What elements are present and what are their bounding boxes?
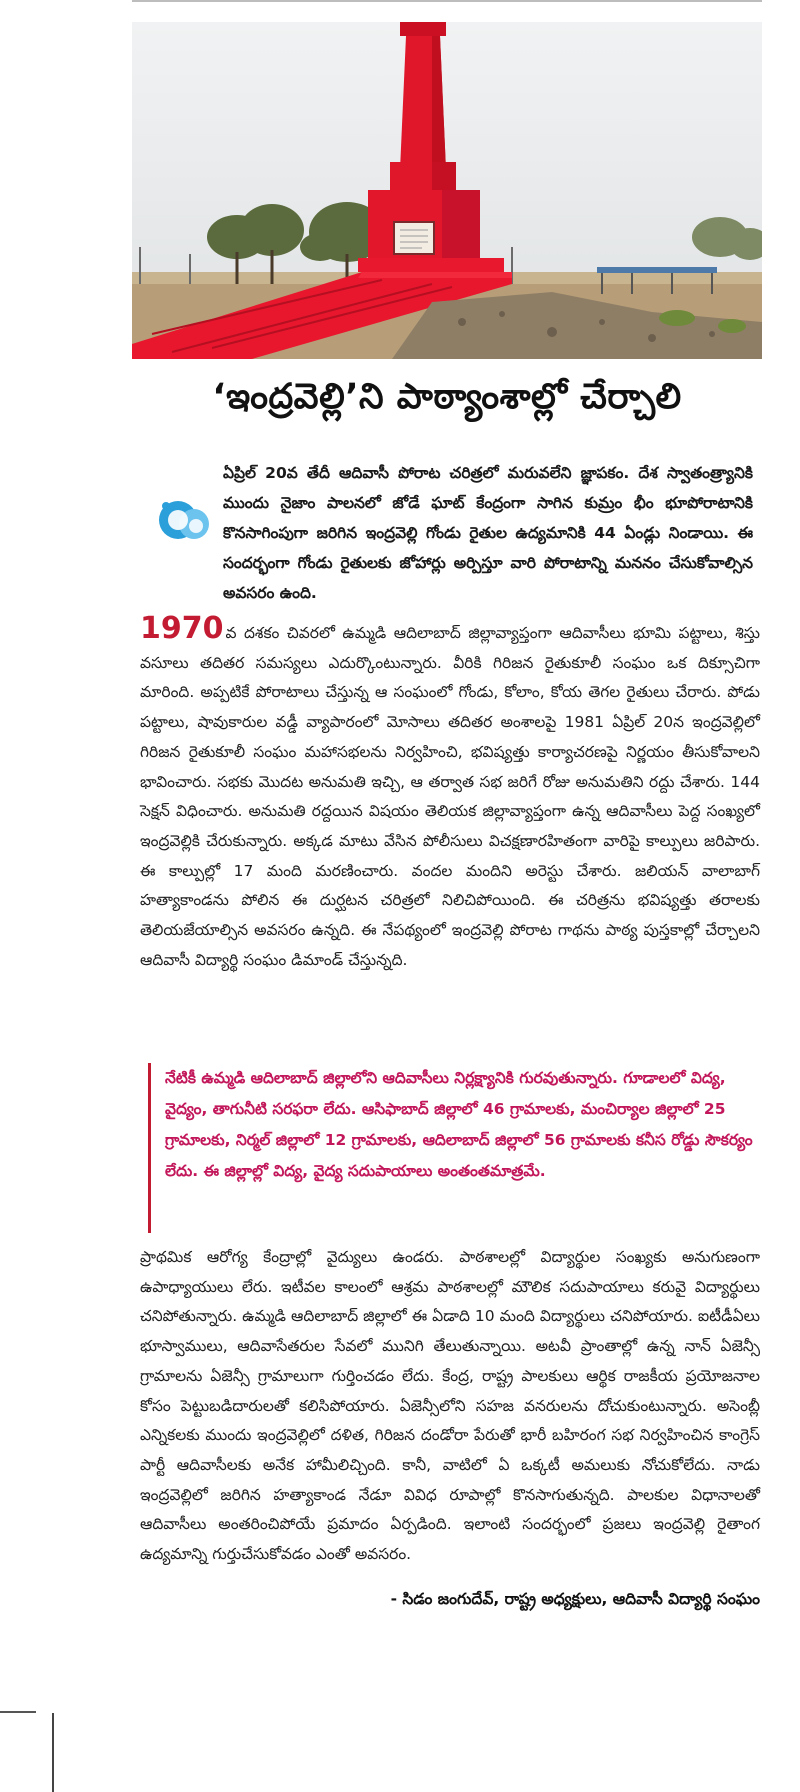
body-paragraph-1 [140, 611, 760, 975]
body-paragraph-1-text: వ దశకం చివరలో ఉమ్మడి ఆదిలాబాద్ జిల్లావ్యాప్తంగా ఆదివాసీలు భూమి పట్టాలు, శిస్తు వసూలు తదితర సమస్యలు ఎదుర్కొంటున్నారు. వీరికి గిరిజన రైతుకూలీ సంఘం ఒక దిక్సూచిగా మారింది. అప్పటికే పోరాటాలు చేస్తున్న ఆ సంఘంలో గోండు, కోలాం, కోయ తెగల రైతులు చేరారు. పోడు పట్టాలు, షావుకారుల వడ్డీ వ్యాపారంలో మోసాలు తదితర అంశాలపై 1981 ఏప్రిల్ 20న ఇంద్రవెల్లిలో గిరిజన రైతుకూలీ సంఘం మహాసభలను నిర్వహించి, భవిష్యత్తు కార్యాచరణపై నిర్ణయం తీసుకోవాలని భావించారు. సభకు మొదట అనుమతి ఇచ్చి, ఆ తర్వాత సభ జరిగే రోజు అనుమతిని రద్దు చేశారు. 144 సెక్షన్ విధించారు. అనుమతి రద్దయిన విషయం తెలియక జిల్లావ్యాప్తంగా ఉన్న ఆదివాసీలు పెద్ద సంఖ్యలో ఇంద్రవెల్లికి చేరుకున్నారు. అక్కడ మాటు వేసిన పోలీసులు విచక్షణారహితంగా వారిపై కాల్పులు జరిపారు. ఈ కాల్పుల్లో 17 మంది మరణించారు. వందల మందిని అరెస్టు చేశారు. జలియన్ వాలాబాగ్ హత్యాకాండను పోలిన ఈ దుర్ఘటన చరిత్రలో నిలిచిపోయింది. ఈ చరిత్రను భవిష్యత్తు తరాలకు తెలియజేయాల్సిన అవసరం ఉన్నది. ఈ నేపథ్యంలో ఇంద్రవెల్లి పోరాట గాథను పాఠ్య పుస్తకాల్లో చేర్చాలని ఆదివాసీ విద్యార్థి సంఘం డిమాండ్ చేస్తున్నది. [140, 624, 760, 969]
body-paragraph-2: ప్రాథమిక ఆరోగ్య కేంద్రాల్లో వైద్యులు ఉండరు. పాఠశాలల్లో విద్యార్థుల సంఖ్యకు అనుగుణంగా ఉపాధ్యాయులు లేరు. ఇటీవల కాలంలో ఆశ్రమ పాఠశాలల్లో మౌలిక సదుపాయాలు కరువై విద్యార్థులు చనిపోతున్నారు. ఉమ్మడి ఆదిలాబాద్ జిల్లాలో ఈ ఏడాది 10 మంది విద్యార్థులు చనిపోయారు. ఐటీడీఏలు భూస్వాములు, ఆదివాసేతరుల సేవలో మునిగి తేలుతున్నాయి. అటవీ ప్రాంతాల్లో ఉన్న నాన్ ఏజెన్సీ గ్రామాలను ఏజెన్సీ గ్రామాలుగా గుర్తించడం లేదు. కేంద్ర, రాష్ట్ర పాలకులు ఆర్థిక రాజకీయ ప్రయోజనాల కోసం పెట్టుబడిదారులతో కలిసిపోయారు. ఏజెన్సీలోని సహజ వనరులను దోచుకుంటున్నారు. అసెంబ్లీ ఎన్నికలకు ముందు ఇంద్రవెల్లిలో దళిత, గిరిజన దండోరా పేరుతో భారీ బహిరంగ సభ నిర్వహించిన కాంగ్రెస్ పార్టీ ఆదివాసీలకు అనేక హామీలిచ్చింది. కానీ, వాటిలో ఏ ఒక్కటీ అమలుకు నోచుకోలేదు. నాడు ఇంద్రవెల్లిలో జరిగిన హత్యాకాండ నేడూ వివిధ రూపాల్లో కొనసాగుతున్నది. పాలకుల విధానాలతో ఆదివాసీలు అంతరించిపోయే ప్రమాదం ఏర్పడింది. ఇలాంటి సందర్భంలో ప్రజలు ఇంద్రవెల్లి రైతాంగ ఉద్యమాన్ని గుర్తుచేసుకోవడం ఎంతో అవసరం. [140, 1248, 760, 1564]
bubble-icon [158, 494, 214, 550]
dropcap-year: 1970 [140, 611, 224, 646]
pull-quote-text: నేటికీ ఉమ్మడి ఆదిలాబాద్ జిల్లాలోని ఆదివాసీలు నిర్లక్ష్యానికి గురవుతున్నారు. గూడాలలో విద్య, వైద్యం, తాగునీటి సరఫరా లేదు. ఆసిఫాబాద్ జిల్లాలో 46 గ్రామాలకు, మంచిర్యాల జిల్లాలో 25 గ్రామాలకు, నిర్మల్ జిల్లాలో 12 గ్రామాలకు, ఆదిలాబాద్ జిల్లాలో 56 గ్రామాలకు కనీస రోడ్డు సౌకర్యం లేదు. ఈ జిల్లాల్లో విద్య, వైద్య సదుపాయాలు అంతంతమాత్రమే. [165, 1069, 753, 1180]
page-corner-rule-vertical [52, 1713, 54, 1792]
intro-paragraph: ఏప్రిల్ 20వ తేదీ ఆదివాసీ పోరాట చరిత్రలో మరువలేని జ్ఞాపకం. దేశ స్వాతంత్ర్యానికి ముందు నైజాం పాలనలో జోడే ఘాట్ కేంద్రంగా సాగిన కుమ్రం భీం భూపోరాటానికి కొనసాగింపుగా జరిగిన ఇంద్రవెల్లి గోండు రైతుల ఉద్యమానికి 44 ఏండ్లు నిండాయి. ఈ సందర్భంగా గోండు రైతులకు జోహార్లు అర్పిస్తూ వారి పోరాటాన్ని మననం చేసుకోవాల్సిన అవసరం ఉంది. [223, 464, 753, 602]
top-rule [132, 0, 762, 2]
byline: - సిడం జంగుదేవ్, రాష్ట్ర అధ్యక్షులు, ఆదివాసీ విద్యార్థి సంఘం [390, 1590, 760, 1608]
pull-quote [148, 1063, 760, 1233]
memorial-photo [132, 22, 762, 359]
page-corner-rule [0, 1711, 36, 1713]
headline: ‘ఇంద్రవెల్లి’ని పాఠ్యాంశాల్లో చేర్చాలి [212, 377, 682, 417]
